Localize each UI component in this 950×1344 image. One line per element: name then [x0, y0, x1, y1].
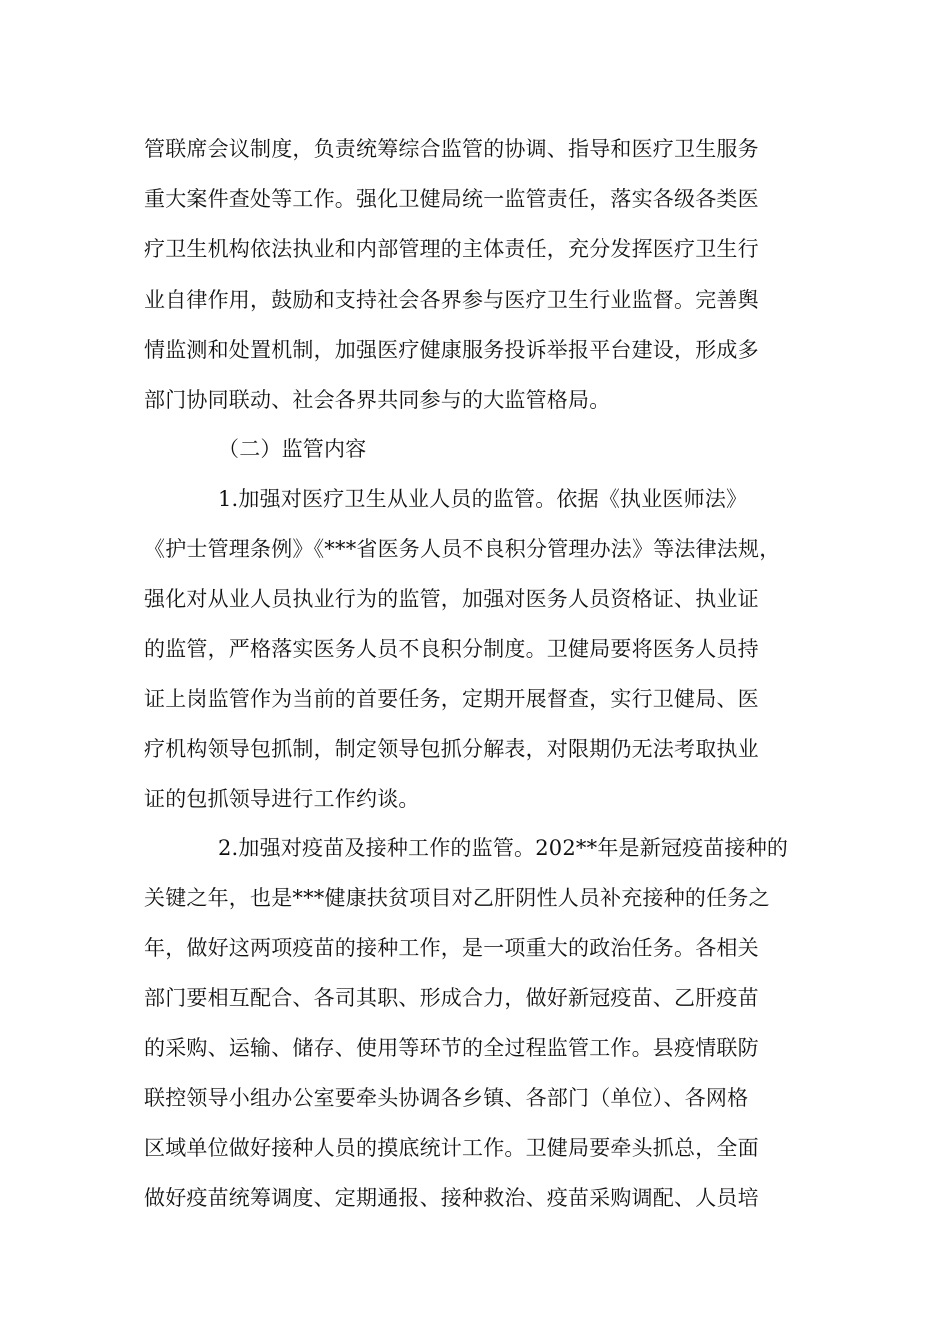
text-line: 关键之年，也是***健康扶贫项目对乙肝阴性人员补充接种的任务之 — [144, 886, 770, 910]
text-line: 的采购、运输、储存、使用等环节的全过程监管工作。县疫情联防 — [144, 1036, 759, 1060]
text-line: 区域单位做好接种人员的摸底统计工作。卫健局要牵头抓总，全面 — [144, 1136, 759, 1160]
text-line: 管联席会议制度，负责统筹综合监管的协调、指导和医疗卫生服务 — [144, 137, 759, 161]
paragraph-first-line: 1.加强对医疗卫生从业人员的监管。依据《执业医师法》 — [218, 487, 748, 511]
text-line: 联控领导小组办公室要牵头协调各乡镇、各部门（单位）、各网格 — [144, 1086, 749, 1110]
text-line: 情监测和处置机制，加强医疗健康服务投诉举报平台建设，形成多 — [144, 338, 759, 362]
text-line: 部门要相互配合、各司其职、形成合力，做好新冠疫苗、乙肝疫苗 — [144, 986, 759, 1010]
text-line: 的监管，严格落实医务人员不良积分制度。卫健局要将医务人员持 — [144, 637, 759, 661]
text-line: 疗机构领导包抓制，制定领导包抓分解表，对限期仍无法考取执业 — [144, 737, 759, 761]
text-line: 证上岗监管作为当前的首要任务，定期开展督查，实行卫健局、医 — [144, 687, 759, 711]
text-line: 强化对从业人员执业行为的监管，加强对医务人员资格证、执业证 — [144, 587, 759, 611]
text-line: 证的包抓领导进行工作约谈。 — [144, 787, 420, 811]
text-line: 部门协同联动、社会各界共同参与的大监管格局。 — [144, 388, 611, 412]
text-line: 重大案件查处等工作。强化卫健局统一监管责任，落实各级各类医 — [144, 187, 759, 211]
text-line: 《护士管理条例》《***省医务人员不良积分管理办法》等法律法规， — [144, 537, 781, 561]
text-line: 业自律作用，鼓励和支持社会各界参与医疗卫生行业监督。完善舆 — [144, 288, 759, 312]
section-heading: （二）监管内容 — [218, 437, 367, 461]
text-line: 年，做好这两项疫苗的接种工作，是一项重大的政治任务。各相关 — [144, 936, 759, 960]
text-line: 做好疫苗统筹调度、定期通报、接种救治、疫苗采购调配、人员培 — [144, 1186, 759, 1210]
paragraph-first-line: 2.加强对疫苗及接种工作的监管。202**年是新冠疫苗接种的 — [218, 836, 789, 860]
text-line: 疗卫生机构依法执业和内部管理的主体责任，充分发挥医疗卫生行 — [144, 237, 759, 261]
